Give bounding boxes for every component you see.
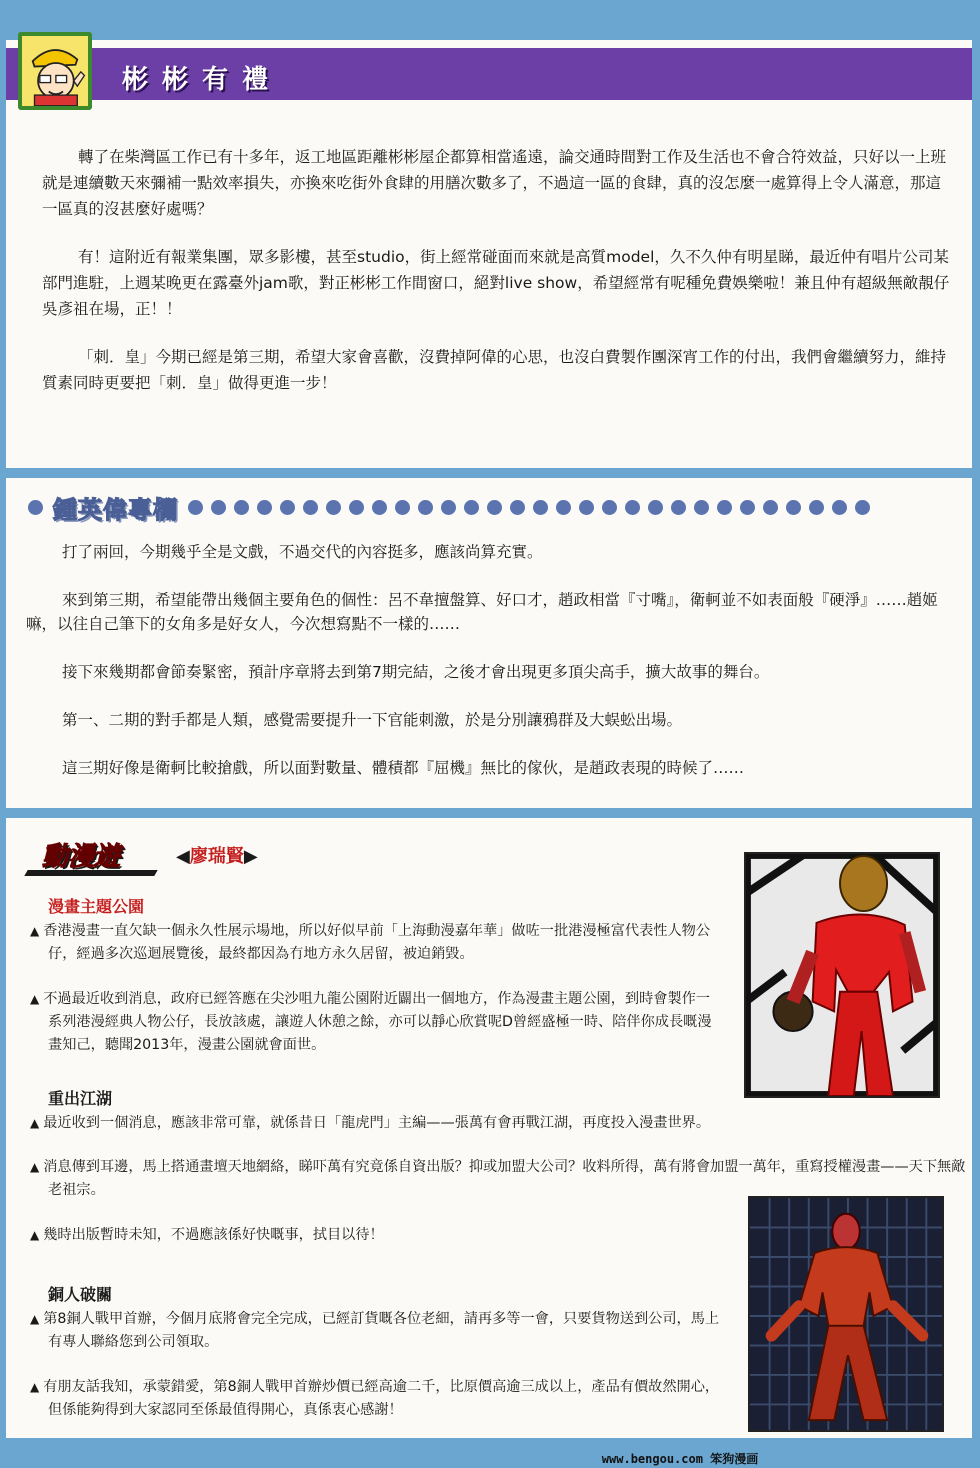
triangle-bullet-icon: ▲	[30, 924, 40, 938]
paragraph: 這三期好像是衛軻比較搶戲，所以面對數量、體積都『屈機』無比的傢伙，是趙政表現的時候了……	[62, 759, 745, 777]
news-item: ▲ 第8銅人戰甲首辦，今個月底將會完全完成，已經訂貨嘅各位老細，請再多等一會，只要貨物送到公司，馬上有專人聯絡您到公司領取。	[30, 1311, 720, 1350]
figure-photo-bronze-armor	[748, 1196, 944, 1432]
right-triangle-icon: ▶	[243, 846, 258, 867]
figure-photo-red-suit	[744, 852, 940, 1098]
topic-heading: 銅人破關	[48, 1285, 113, 1304]
topic-heading: 重出江湖	[48, 1089, 113, 1108]
left-triangle-icon: ◀	[176, 846, 190, 867]
paragraph: 「刺．皇」今期已經是第三期，希望大家會喜歡，沒費掉阿偉的心思，也沒白費製作團深宵工作的付出，我們會繼續努力，維持質素同時更要把「刺．皇」做得更進一步！	[42, 348, 947, 392]
news-item: ▲ 不過最近收到消息，政府已經答應在尖沙咀九龍公園附近闢出一個地方，作為漫畫主題公園，到時會製作一系列港漫經典人物公仔，長放該處，讓遊人休憩之餘，亦可以靜心欣賞呢D曾經盛極一時、陪伴你成長嘅漫畫知己，聽聞2013年，漫畫公園就會面世。	[30, 991, 712, 1053]
author-label	[176, 842, 258, 868]
news-item: ▲ 消息傳到耳邊，馬上搭通畫壇天地網絡，睇吓萬有究竟係自資出版？抑或加盟大公司？收料所得，萬有將會加盟一萬年，重寫授權漫畫——天下無敵老祖宗。	[30, 1159, 966, 1198]
column-panel-chung	[6, 478, 972, 808]
news-item: ▲ 幾時出版暫時未知，不過應該係好快嘅事，拭目以待！	[30, 1227, 384, 1243]
triangle-bullet-icon: ▲	[30, 1380, 40, 1394]
footer-site: 笨狗漫画	[710, 1452, 759, 1466]
news-item: ▲ 有朋友話我知，承蒙錯愛，第8銅人戰甲首辦炒價已經高逾二千，比原價高逾三成以上，產品有價故然開心，但係能夠得到大家認同至係最值得開心，真係衷心感謝！	[30, 1379, 720, 1418]
news-item: ▲ 最近收到一個消息，應該非常可靠，就係昔日「龍虎門」主編——張萬有會再戰江湖，再度投入漫畫世界。	[30, 1115, 711, 1131]
dot-icon	[28, 500, 43, 515]
paragraph: 轉了在柴灣區工作已有十多年，返工地區距離彬彬屋企都算相當遙遠，論交通時間對工作及生活也不會合符效益，只好以一上班就是連續數天來彌補一點效率損失，亦換來吃街外食肆的用膳次數多了，不過這一區的食肆，真的沒怎麼一處算得上令人滿意，那這一區真的沒甚麼好處嗎？	[42, 148, 947, 218]
triangle-bullet-icon: ▲	[30, 1116, 40, 1130]
paragraph: 來到第三期，希望能帶出幾個主要角色的個性：呂不韋擅盤算、好口才，趙政相當『寸嘴』，衛軻並不如表面般『硬淨』……趙姬嘛，以往自己筆下的女角多是好女人，今次想寫點不一樣的……	[26, 591, 938, 633]
column-panel-comics-news	[6, 818, 972, 1438]
section-header-bar	[6, 48, 972, 100]
paragraph: 第一、二期的對手都是人類，感覺需要提升一下官能刺激，於是分別讓鴉群及大蜈蚣出場。	[62, 711, 683, 729]
triangle-bullet-icon: ▲	[30, 1312, 40, 1326]
triangle-bullet-icon: ▲	[30, 1160, 40, 1174]
paragraph: 有！這附近有報業集團，眾多影樓，甚至studio，街上經常碰面而來就是高質model，久不久仲有明星睇，最近仲有唱片公司某部門進駐，上週某晚更在露臺外jam歌，對正彬彬工作間窗口，絕對live show，希望經常有呢種免費娛樂啦！兼且仲有超級無敵靚仔吳彥祖在場，正！！	[42, 248, 950, 318]
topic-heading: 漫畫主題公園	[48, 897, 145, 916]
section-title: 鍾英偉專欄	[53, 495, 178, 524]
paragraph: 打了兩回，今期幾乎全是文戲，不過交代的內容挺多，應該尚算充實。	[62, 543, 543, 561]
dot-row-decoration	[188, 500, 878, 515]
section-body	[26, 540, 960, 804]
section-logo: 動漫遊	[42, 842, 121, 872]
author-name: 廖瑞賢	[189, 846, 244, 867]
column-panel-bin-bin	[6, 40, 972, 468]
section-body	[42, 144, 956, 418]
triangle-bullet-icon: ▲	[30, 992, 40, 1006]
triangle-bullet-icon: ▲	[30, 1228, 40, 1242]
section-title: 彬彬有禮	[122, 65, 283, 95]
section-header	[28, 492, 958, 522]
footer-watermark	[0, 1450, 980, 1467]
footer-url: www.bengou.com	[601, 1452, 703, 1466]
paragraph: 接下來幾期都會節奏緊密，預計序章將去到第7期完結，之後才會出現更多頂尖高手，擴大故事的舞台。	[62, 663, 770, 681]
mascot-icon	[18, 32, 92, 110]
news-item: ▲ 香港漫畫一直欠缺一個永久性展示場地，所以好似早前「上海動漫嘉年華」做咗一批港漫極富代表性人物公仔，經過多次巡迴展覽後，最終都因為冇地方永久居留，被迫銷毀。	[30, 923, 711, 962]
